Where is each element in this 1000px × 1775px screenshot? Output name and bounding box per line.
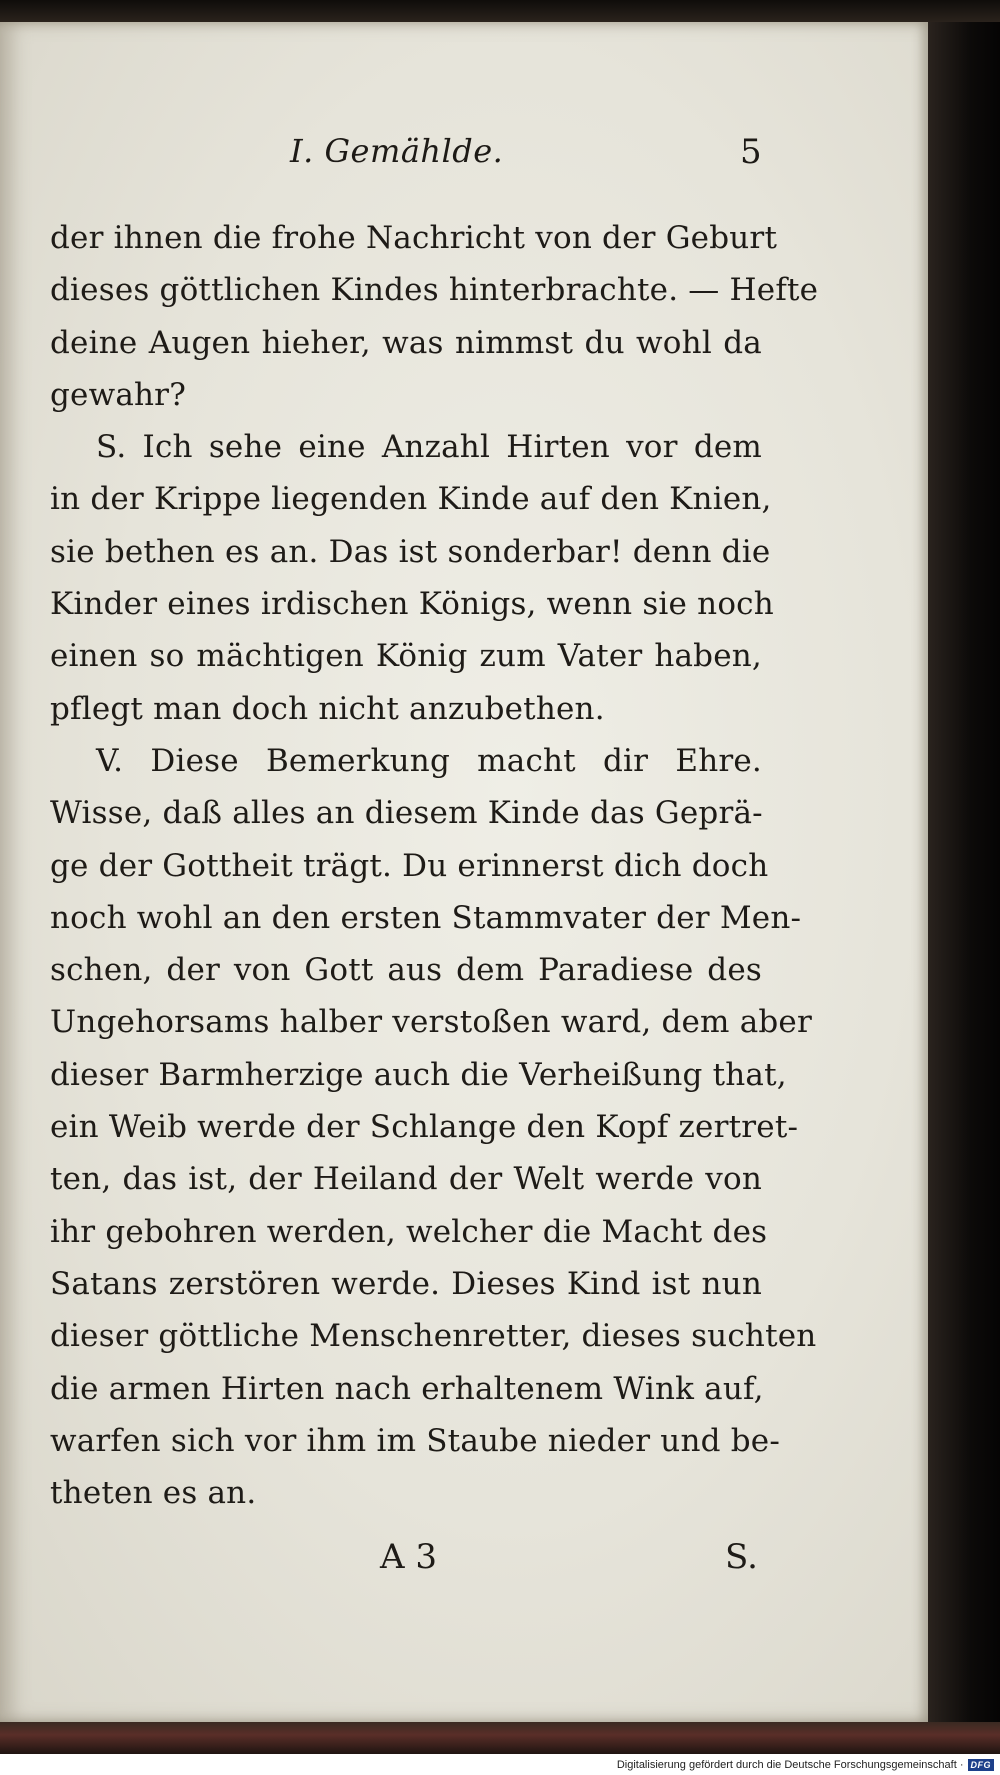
text-line: einen so mächtigen König zum Vater haben, [50, 638, 762, 675]
body-text [50, 212, 819, 1519]
text-line: Satans zerstören werde. Dieses Kind ist nun [50, 1265, 762, 1302]
text-line: theten es an. [50, 1475, 257, 1512]
text-line: sie bethen es an. Das ist sonderbar! denn die [50, 533, 771, 570]
text-line: V. Diese Bemerkung macht dir Ehre. [96, 742, 762, 779]
digitization-footer [0, 1754, 1000, 1775]
text-line: ihr gebohren werden, welcher die Macht des [50, 1213, 768, 1250]
text-line: Wisse, daß alles an diesem Kinde das Geprä- [50, 795, 763, 832]
text-line: warfen sich vor ihm im Staube nieder und be- [50, 1422, 780, 1459]
text-line: S. Ich sehe eine Anzahl Hirten vor dem [96, 429, 762, 466]
scan-bottom-edge [0, 1722, 1000, 1754]
text-line: deine Augen hieher, was nimmst du wohl da [50, 324, 762, 361]
running-head: I. Gemählde. [290, 132, 504, 170]
text-line: dieses göttlichen Kindes hinterbrachte. — Hefte [50, 272, 819, 309]
footer-credit: Digitalisierung gefördert durch die Deutsche Forschungsgemeinschaft · [616, 1758, 964, 1771]
text-line: in der Krippe liegenden Kinde auf den Knien, [50, 481, 772, 518]
signature-mark: A 3 [380, 1537, 437, 1577]
text-line: ein Weib werde der Schlange den Kopf zertret- [50, 1109, 799, 1146]
text-line: gewahr? [50, 376, 187, 413]
book-page [0, 22, 928, 1722]
text-line: schen, der von Gott aus dem Paradiese des [50, 952, 762, 989]
page-number: 5 [740, 132, 762, 172]
text-line: Kinder eines irdischen Königs, wenn sie noch [50, 586, 774, 623]
catchword: S. [725, 1537, 758, 1577]
text-line: ten, das ist, der Heiland der Welt werde von [50, 1161, 762, 1198]
text-line: ge der Gottheit trägt. Du erinnerst dich doch [50, 847, 769, 884]
dfg-logo-icon: DFG [968, 1759, 995, 1771]
text-line: Ungehorsams halber verstoßen ward, dem aber [50, 1004, 812, 1041]
text-line: die armen Hirten nach erhaltenem Wink auf, [50, 1370, 764, 1407]
text-line: pflegt man doch nicht anzubethen. [50, 690, 605, 727]
text-line: noch wohl an den ersten Stammvater der Men- [50, 899, 802, 936]
text-line: der ihnen die frohe Nachricht von der Geburt [50, 220, 778, 256]
scan-top-edge [0, 0, 1000, 22]
text-line: dieser göttliche Menschenretter, dieses suchten [50, 1318, 817, 1355]
text-line: dieser Barmherzige auch die Verheißung that, [50, 1056, 787, 1093]
scan-right-edge [928, 22, 1000, 1722]
